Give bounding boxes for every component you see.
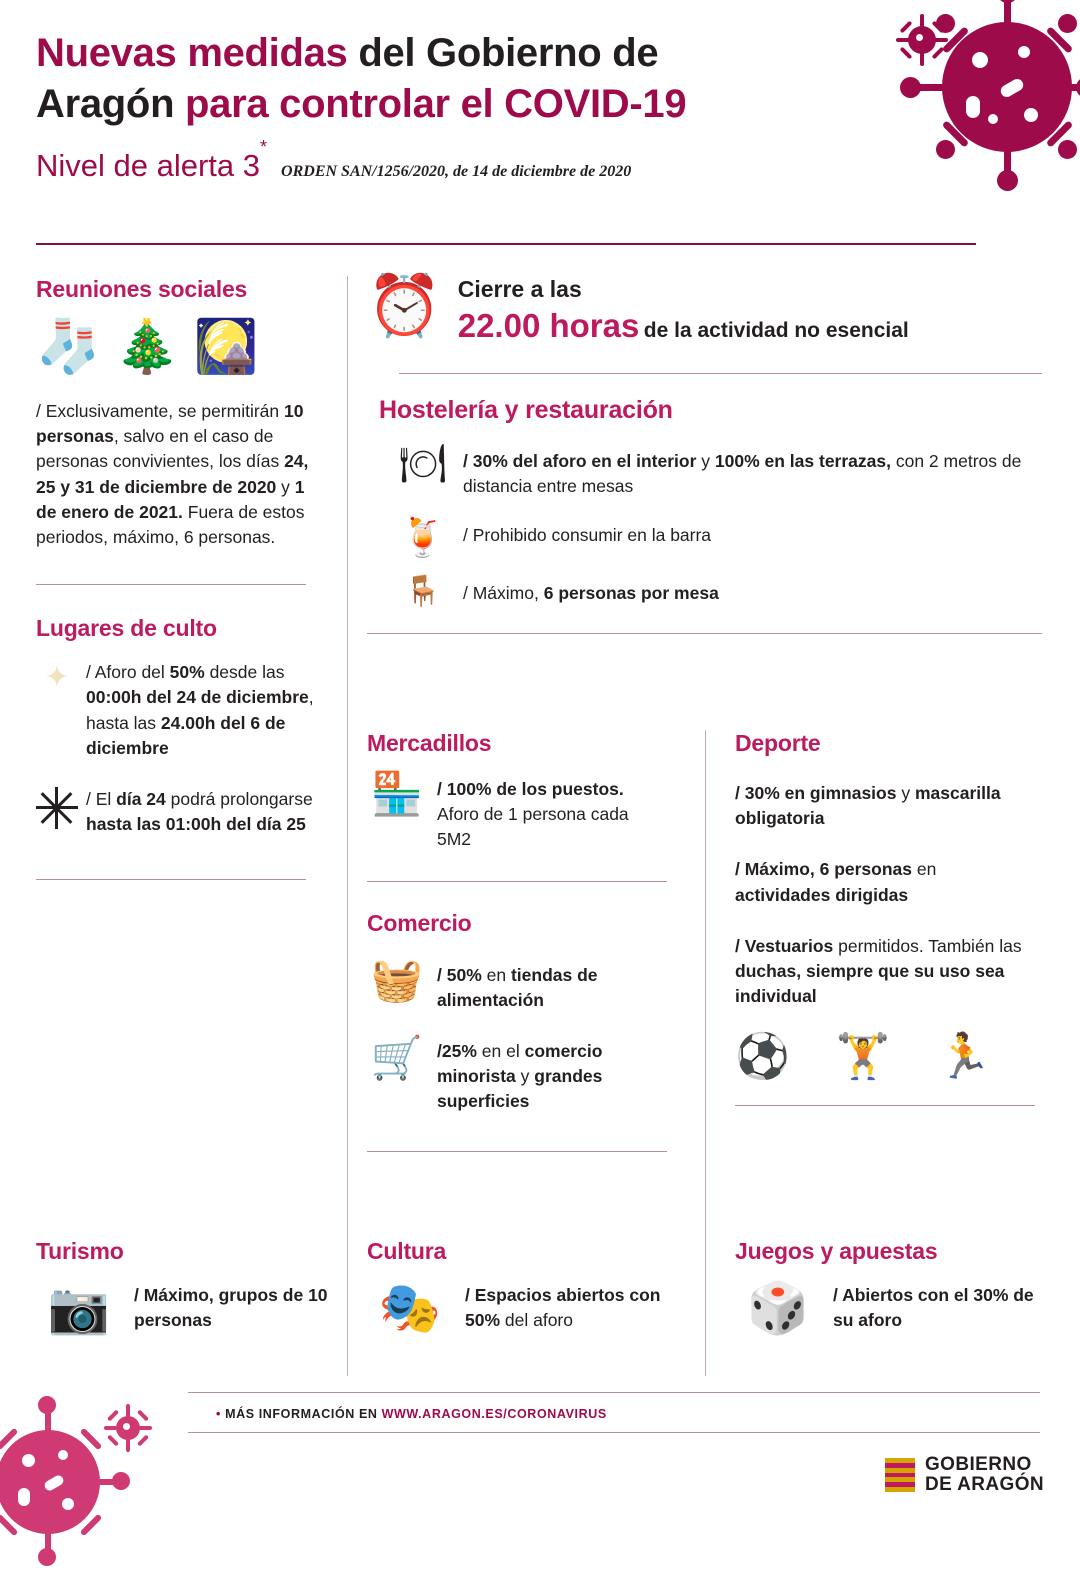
table-chairs-icon: 🪑 — [404, 575, 442, 609]
hosteleria-item-1-text — [463, 445, 1023, 499]
section-deporte — [735, 730, 1035, 1106]
aragon-flag-icon — [885, 1458, 915, 1492]
host1-t3: con 2 metros de distancia entre mesas — [463, 451, 1022, 497]
title-highlight-2: para controlar el COVID-19 — [185, 82, 687, 127]
market-stall-icon: 🏪 — [370, 770, 424, 817]
culto2-t2: podrá prolongarse — [165, 788, 313, 809]
com2-b2: comercio minorista — [437, 1040, 603, 1087]
culto-item-1 — [36, 660, 321, 761]
host3-t1: / Máximo, — [463, 583, 544, 604]
dep3-b3: duchas, siempre que su uso sea individual — [735, 960, 1005, 1007]
culto-item-2-text — [86, 787, 321, 837]
section-title-deporte: Deporte — [735, 730, 821, 756]
divider-culto — [36, 879, 306, 880]
subsection-comercio — [367, 910, 667, 1115]
sparkle-icon: ✦ — [44, 661, 70, 695]
title-plain-2: Aragón — [36, 82, 186, 127]
christmas-icons-group — [36, 318, 321, 376]
footer-divider-bottom — [188, 1432, 1040, 1433]
section-mercadillos-comercio — [367, 730, 667, 1152]
com2-b1: 25% — [441, 1040, 477, 1061]
shopping-cart-icon: 🛒 — [370, 1033, 424, 1081]
culto2-t1: / El — [86, 788, 117, 809]
divider-mercadillos — [367, 881, 667, 882]
culto1-t3: , hasta las — [86, 687, 314, 733]
alarm-clock-icon: ⏰ — [367, 272, 442, 339]
culto2-b2: hasta las 01:00h del día 25 — [86, 814, 306, 835]
gov-line-1: GOBIERNO — [924, 1454, 1032, 1475]
cocktail-icon: 🍹 — [399, 517, 447, 560]
alert-level-label — [36, 137, 268, 184]
culto1-t2: desde las — [204, 662, 285, 683]
section-lugares-de-culto — [36, 615, 321, 837]
title-plain-1: del Gobierno de — [347, 31, 659, 75]
reuniones-t2: , salvo en el caso de personas convivientes, los días — [36, 426, 285, 472]
virus-illustration-top-right — [900, 0, 1080, 220]
section-reuniones-sociales — [36, 276, 321, 880]
virus-illustration-small-bottom — [104, 1404, 152, 1452]
hosteleria-item-2-text — [463, 519, 1023, 557]
mercadillos-text — [437, 773, 667, 853]
government-logo-text — [925, 1455, 1044, 1495]
comercio-item-1-text — [437, 959, 667, 1013]
dep3-t1: / — [735, 935, 745, 956]
footer-url-link[interactable]: WWW.ARAGON.ES/CORONAVIRUS — [381, 1407, 607, 1421]
dep1-t1: / — [735, 783, 745, 803]
closing-time-text — [458, 276, 909, 345]
footer-divider-top — [188, 1392, 1040, 1393]
closing-time-row — [367, 272, 1042, 345]
virus-illustration-bottom-left — [0, 1400, 136, 1570]
four-point-star-shape — [36, 787, 78, 829]
culto2-b1: día 24 — [116, 788, 166, 809]
cul-t1: / — [465, 1285, 475, 1305]
culto1-b3: 24.00h del 6 de diciembre — [86, 712, 286, 758]
dice-icon: 🎲 — [746, 1280, 810, 1337]
page-title — [36, 28, 876, 130]
weightlifting-icon: 🏋 — [835, 1032, 891, 1082]
section-title-culto: Lugares de culto — [36, 615, 217, 642]
reuniones-b1: 10 personas — [36, 401, 304, 447]
sport-icons-group — [735, 1032, 1035, 1082]
reuniones-t3: y — [276, 476, 295, 497]
reuniones-b3: 1 de enero de 2021. — [36, 476, 305, 522]
com2-t2: en el — [476, 1040, 525, 1061]
reuniones-text — [36, 399, 321, 550]
deporte-item-2 — [735, 857, 1035, 907]
reuniones-b2: 24, 25 y 31 de diciembre de 2020 — [36, 451, 309, 497]
culto-item-1-text — [86, 660, 321, 761]
order-reference: ORDEN SAN/1256/2020, de 14 de diciembre de 2020 — [281, 163, 632, 181]
reuniones-t4: Fuera de estos periodos, máximo, 6 personas. — [36, 501, 305, 547]
com2-b3: grandes superficies — [437, 1066, 603, 1112]
dep2-t2: en — [912, 859, 937, 880]
com1-t1: / — [437, 964, 447, 985]
gov-line-2: DE ARAGÓN — [924, 1473, 1044, 1495]
divider-reuniones — [36, 584, 306, 585]
column-separator-left — [347, 276, 348, 1376]
section-title-comercio: Comercio — [367, 909, 472, 936]
merc-t2: Aforo de 1 persona cada 5M2 — [437, 804, 629, 850]
host3-b1: 6 personas por mesa — [543, 583, 719, 604]
dep3-b1: Vestuarios — [744, 935, 834, 956]
com1-b2: tiendas de alimentación — [437, 964, 598, 1010]
closing-line1: Cierre a las — [457, 276, 582, 302]
juegos-row — [735, 1280, 1035, 1337]
dep2-t1: / Máximo, — [735, 859, 820, 880]
culto-item-2 — [36, 787, 321, 837]
closing-line2 — [458, 307, 909, 345]
document-header — [36, 28, 876, 184]
hosteleria-item-2 — [367, 517, 1042, 560]
divider-deporte — [735, 1105, 1035, 1106]
theater-masks-icon: 🎭 — [378, 1280, 442, 1337]
section-title-cultura: Cultura — [367, 1238, 447, 1264]
turismo-row — [36, 1280, 336, 1337]
turismo-text — [134, 1283, 336, 1333]
dep2-b1: 6 personas — [819, 859, 913, 880]
culto1-b2: 00:00h del 24 de diciembre — [86, 687, 309, 708]
cul-t2: del aforo — [500, 1310, 573, 1331]
section-title-reuniones: Reuniones sociales — [36, 276, 248, 302]
juegos-text — [833, 1283, 1035, 1333]
alert-level-text: Nivel de alerta 3 — [36, 148, 261, 184]
hosteleria-item-1 — [367, 445, 1042, 499]
mercadillos-item — [367, 770, 667, 853]
jue-t1: / Abiertos con el — [833, 1285, 974, 1305]
deporte-item-1 — [735, 781, 1035, 831]
reuniones-t1: / Exclusivamente, se permitirán — [36, 401, 285, 421]
alert-level-asterisk: * — [260, 137, 268, 158]
divider-hosteleria — [367, 633, 1042, 634]
header-divider — [36, 243, 976, 245]
dep3-b2: . También las — [918, 935, 1022, 956]
section-title-mercadillos: Mercadillos — [367, 730, 492, 756]
section-cultura — [367, 1238, 667, 1337]
closing-rest: de la actividad no esencial — [643, 319, 909, 342]
dep1-b2: mascarilla obligatoria — [735, 783, 1001, 829]
tur-t1: / Máximo, grupos de — [134, 1285, 309, 1305]
section-turismo — [36, 1238, 336, 1337]
tur-b1: 10 personas — [134, 1285, 328, 1331]
soccer-ball-icon: ⚽ — [735, 1032, 790, 1082]
host1-b1: 30% del aforo en el interior — [472, 451, 697, 471]
host2-t1: / Prohibido consumir en la barra — [463, 525, 712, 546]
column-separator-right — [705, 730, 706, 1376]
com1-t2: en — [481, 964, 511, 985]
food-cover-icon: 🍽 — [398, 443, 448, 485]
footer-bullet: • — [216, 1407, 221, 1421]
merc-t1: / — [437, 779, 447, 799]
hosteleria-item-3 — [367, 577, 1042, 607]
deporte-item-3 — [735, 934, 1035, 1010]
comercio-item-2-text — [437, 1037, 667, 1115]
cultura-row — [367, 1280, 667, 1337]
jue-b1: 30% de su aforo — [833, 1285, 1034, 1331]
host1-t2: y — [696, 451, 715, 471]
christmas-stocking-icon: 🧦 — [36, 318, 101, 376]
cul-b1: Espacios abiertos con 50% — [465, 1285, 661, 1331]
government-logo — [885, 1455, 1044, 1495]
comercio-item-2 — [367, 1033, 667, 1115]
section-title-juegos: Juegos y apuestas — [735, 1238, 938, 1264]
host1-b2: 100% en las terrazas, — [714, 451, 891, 471]
shopping-basket-icon: 🧺 — [370, 955, 424, 1003]
dep3-t2: permitidos — [833, 935, 919, 956]
section-title-turismo: Turismo — [36, 1238, 124, 1264]
com2-t1: / — [437, 1040, 442, 1061]
dep1-b1: 30% en gimnasios — [744, 783, 897, 803]
section-juegos-apuestas — [735, 1238, 1035, 1337]
cultura-text — [465, 1283, 667, 1333]
divider-comercio — [367, 1151, 667, 1152]
divider-cierre — [399, 373, 1042, 374]
host1-t1: / — [463, 451, 473, 471]
culto1-t1: / Aforo del — [86, 662, 170, 683]
dep2-b2: actividades dirigidas — [735, 884, 909, 905]
com2-t3: y — [515, 1066, 535, 1087]
star-icon — [36, 787, 78, 837]
section-cierre — [367, 272, 1042, 634]
merc-b1: 100% de los puestos. — [446, 779, 624, 799]
title-highlight-1: Nuevas medidas — [36, 31, 348, 75]
hosteleria-item-3-text — [463, 577, 1023, 607]
running-icon: 🏃 — [936, 1032, 992, 1082]
com1-b1: 50% — [446, 964, 482, 985]
camera-icon: 📷 — [47, 1280, 111, 1337]
closing-hours: 22.00 horas — [457, 307, 640, 344]
virus-illustration-small-top — [896, 14, 948, 66]
section-title-hosteleria: Hostelería y restauración — [379, 396, 673, 424]
footer-label: MÁS INFORMACIÓN EN — [225, 1407, 382, 1421]
culto1-b1: 50% — [169, 662, 205, 683]
dep1-t2: y — [896, 783, 915, 803]
alert-level-row — [36, 137, 876, 184]
christmas-bauble-icon: 🎑 — [193, 318, 259, 376]
comercio-item-1 — [367, 955, 667, 1013]
footer-more-info — [216, 1407, 607, 1421]
christmas-tree-icon: 🎄 — [114, 318, 180, 376]
